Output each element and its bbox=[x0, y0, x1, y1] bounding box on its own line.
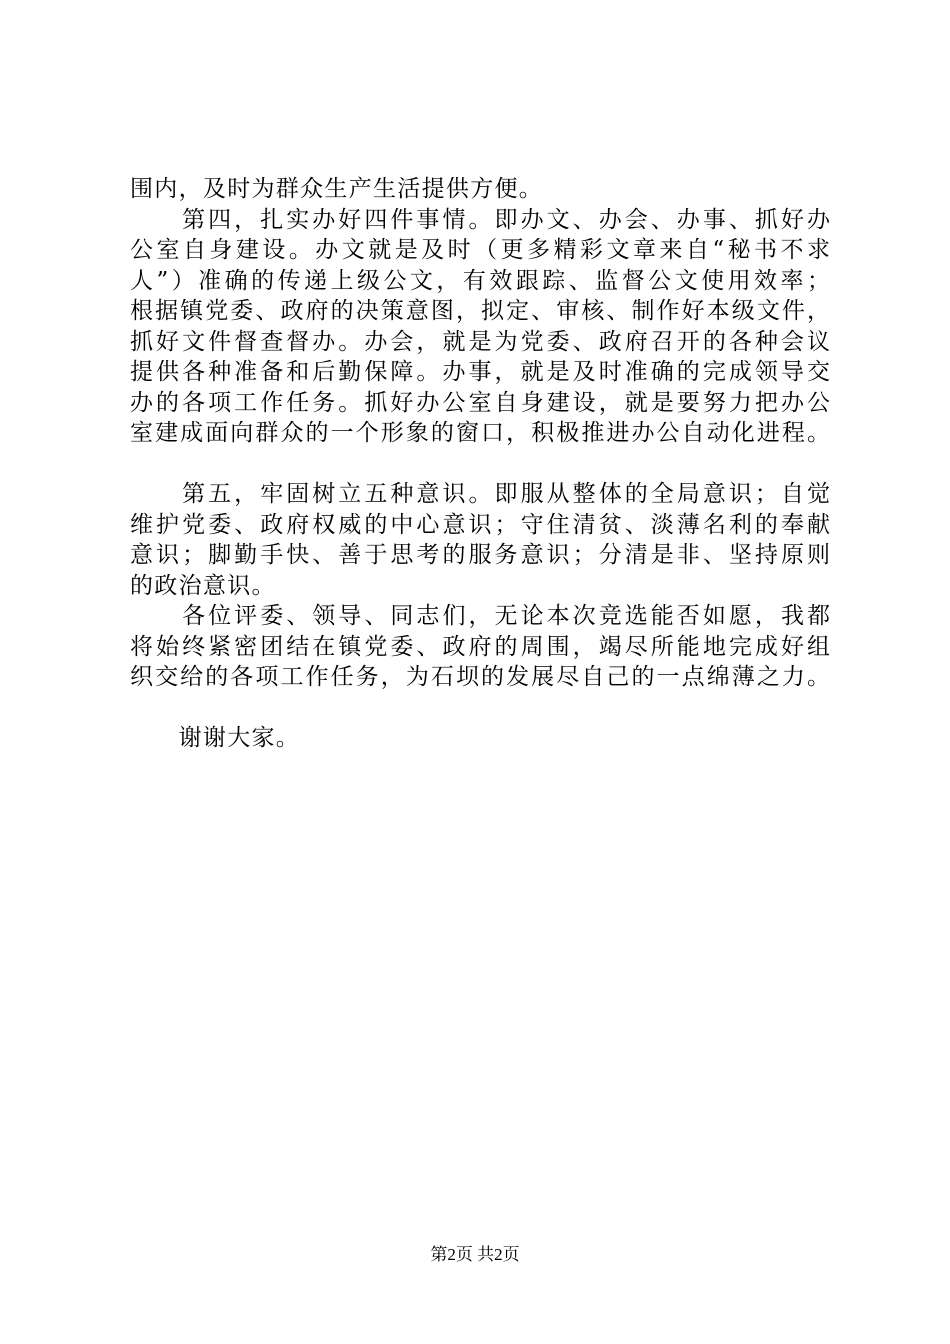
paragraph-gap bbox=[130, 693, 830, 724]
page-indicator: 第2页 共2页 bbox=[430, 1245, 520, 1264]
paragraph-line: 围内，及时为群众生产生活提供方便。 bbox=[130, 176, 544, 202]
paragraph-line: 提供各种准备和后勤保障。办事，就是及时准确的完成领导交 bbox=[130, 359, 830, 385]
paragraph-line: 谢谢大家。 bbox=[130, 725, 301, 751]
paragraph-line: 公室自身建设。办文就是及时（更多精彩文章来自“秘书不求 bbox=[130, 237, 830, 263]
paragraph-line: 第四，扎实办好四件事情。即办文、办会、办事、抓好办 bbox=[130, 206, 830, 233]
paragraph-line: 各位评委、领导、同志们，无论本次竞选能否如愿，我都 bbox=[130, 603, 830, 629]
paragraph-line: 办的各项工作任务。抓好办公室自身建设，就是要努力把办公 bbox=[130, 389, 830, 416]
paragraph-line: 将始终紧密团结在镇党委、政府的周围，竭尽所能地完成好组 bbox=[130, 633, 830, 660]
paragraph-line: 第五，牢固树立五种意识。即服从整体的全局意识；自觉 bbox=[130, 481, 830, 507]
paragraph-line: 意识；脚勤手快、善于思考的服务意识；分清是非、坚持原则 bbox=[130, 542, 830, 568]
paragraph-line: 的政治意识。 bbox=[130, 572, 276, 599]
document-body bbox=[130, 174, 830, 754]
paragraph-line: 人”）准确的传递上级公文，有效跟踪、监督公文使用效率； bbox=[130, 267, 830, 294]
paragraph-line: 维护党委、政府权威的中心意识；守住清贫、淡薄名利的奉献 bbox=[130, 511, 830, 538]
paragraph-line: 室建成面向群众的一个形象的窗口，积极推进办公自动化进程。 bbox=[130, 420, 830, 446]
paragraph-gap bbox=[130, 449, 830, 480]
paragraph-line: 根据镇党委、政府的决策意图，拟定、审核、制作好本级文件， bbox=[130, 298, 830, 324]
paragraph-line: 抓好文件督查督办。办会，就是为党委、政府召开的各种会议 bbox=[130, 328, 830, 355]
paragraph-line: 织交给的各项工作任务，为石坝的发展尽自己的一点绵薄之力。 bbox=[130, 664, 830, 690]
page-footer bbox=[0, 1244, 950, 1266]
